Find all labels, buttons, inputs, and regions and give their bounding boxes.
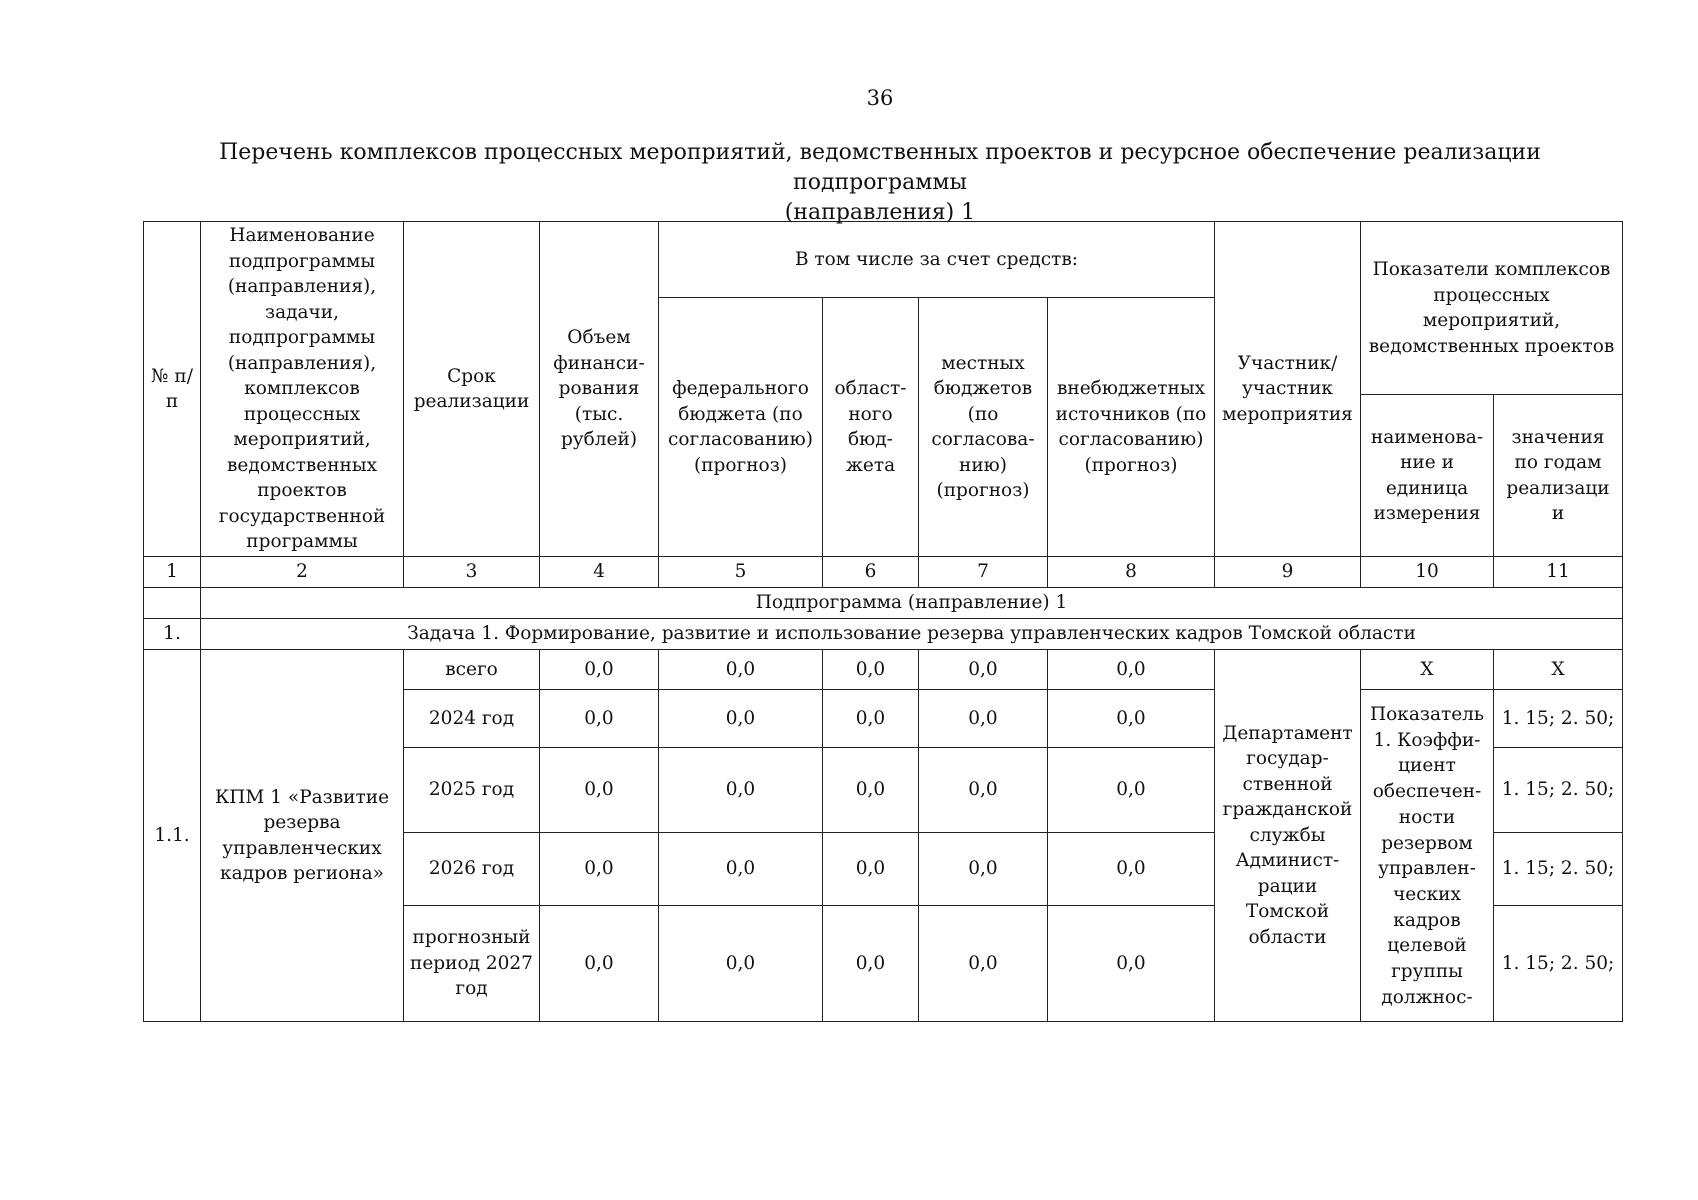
subprogram-row: Подпрограмма (направление) 1 bbox=[201, 588, 1623, 619]
values-x-cell: X bbox=[1494, 650, 1623, 690]
column-number: 9 bbox=[1215, 557, 1361, 588]
column-number: 4 bbox=[540, 557, 659, 588]
federal-cell: 0,0 bbox=[659, 650, 823, 690]
column-number: 1 bbox=[144, 557, 201, 588]
column-number: 6 bbox=[823, 557, 919, 588]
federal-cell: 0,0 bbox=[659, 906, 823, 1022]
indicator-values-2027: 1. 15; 2. 50; bbox=[1494, 906, 1623, 1022]
header-federal: федерального бюджета (по согласованию) (прогноз) bbox=[659, 298, 823, 557]
column-number: 8 bbox=[1048, 557, 1215, 588]
subprogram-num-cell bbox=[144, 588, 201, 619]
header-indicator-name: наименова-ние и единица измерения bbox=[1361, 395, 1494, 557]
indicator-values-2024: 1. 15; 2. 50; bbox=[1494, 690, 1623, 748]
local-cell: 0,0 bbox=[919, 748, 1048, 833]
indicator-x-cell: X bbox=[1361, 650, 1494, 690]
header-local: местных бюджетов (по согласова-нию) (прогноз) bbox=[919, 298, 1048, 557]
page-number: 36 bbox=[866, 86, 894, 110]
header-regional: област-ного бюд-жета bbox=[823, 298, 919, 557]
regional-cell: 0,0 bbox=[823, 690, 919, 748]
header-indicators: Показатели комплексов процессных мероприятий, ведомственных проектов bbox=[1361, 222, 1623, 395]
indicator-values-2025: 1. 15; 2. 50; bbox=[1494, 748, 1623, 833]
term-2024: 2024 год bbox=[404, 690, 540, 748]
header-name: Наименование подпрограммы (направления), задачи, подпрограммы (направления), комплексов процессных мероприятий, ведомственных проектов государственной программы bbox=[201, 222, 404, 557]
header-extrabudget: внебюджетных источников (по согласованию) (прогноз) bbox=[1048, 298, 1215, 557]
column-number: 7 bbox=[919, 557, 1048, 588]
extrabudget-cell: 0,0 bbox=[1048, 833, 1215, 906]
indicator-name-cell: Показатель 1. Коэффи-циент обеспечен-ности резервом управлен-ческих кадров целевой группы должнос- bbox=[1361, 690, 1494, 1022]
header-including: В том числе за счет средств: bbox=[659, 222, 1215, 298]
column-number: 5 bbox=[659, 557, 823, 588]
column-number: 2 bbox=[201, 557, 404, 588]
header-term: Срок реализации bbox=[404, 222, 540, 557]
task-num: 1. bbox=[144, 619, 201, 650]
term-2026: 2026 год bbox=[404, 833, 540, 906]
extrabudget-cell: 0,0 bbox=[1048, 748, 1215, 833]
header-num: № п/п bbox=[144, 222, 201, 557]
local-cell: 0,0 bbox=[919, 690, 1048, 748]
resource-table bbox=[143, 221, 1623, 1022]
regional-cell: 0,0 bbox=[823, 650, 919, 690]
federal-cell: 0,0 bbox=[659, 833, 823, 906]
title-line-1: Перечень комплексов процессных мероприятий, ведомственных проектов и ресурсное обеспечение реализации подпрограммы bbox=[219, 140, 1541, 195]
header-volume: Объем финанси-рования (тыс. рублей) bbox=[540, 222, 659, 557]
term-forecast-2027: прогнозный период 2027 год bbox=[404, 906, 540, 1022]
document-title bbox=[140, 138, 1620, 228]
column-number: 3 bbox=[404, 557, 540, 588]
regional-cell: 0,0 bbox=[823, 833, 919, 906]
local-cell: 0,0 bbox=[919, 906, 1048, 1022]
volume-cell: 0,0 bbox=[540, 650, 659, 690]
header-indicator-values: значения по годам реализаци и bbox=[1494, 395, 1623, 557]
extrabudget-cell: 0,0 bbox=[1048, 906, 1215, 1022]
indicator-values-2026: 1. 15; 2. 50; bbox=[1494, 833, 1623, 906]
header-participant: Участник/ участник мероприятия bbox=[1215, 222, 1361, 557]
activity-num: 1.1. bbox=[144, 650, 201, 1022]
volume-cell: 0,0 bbox=[540, 690, 659, 748]
activity-name: КПМ 1 «Развитие резерва управленческих кадров региона» bbox=[201, 650, 404, 1022]
federal-cell: 0,0 bbox=[659, 690, 823, 748]
volume-cell: 0,0 bbox=[540, 906, 659, 1022]
local-cell: 0,0 bbox=[919, 833, 1048, 906]
regional-cell: 0,0 bbox=[823, 906, 919, 1022]
volume-cell: 0,0 bbox=[540, 833, 659, 906]
federal-cell: 0,0 bbox=[659, 748, 823, 833]
column-number: 11 bbox=[1494, 557, 1623, 588]
extrabudget-cell: 0,0 bbox=[1048, 650, 1215, 690]
term-total: всего bbox=[404, 650, 540, 690]
local-cell: 0,0 bbox=[919, 650, 1048, 690]
title-line-2: (направления) 1 bbox=[784, 200, 976, 225]
column-number: 10 bbox=[1361, 557, 1494, 588]
term-2025: 2025 год bbox=[404, 748, 540, 833]
participant-cell: Департамент государ-ственной гражданской службы Админист-рации Томской области bbox=[1215, 650, 1361, 1022]
volume-cell: 0,0 bbox=[540, 748, 659, 833]
regional-cell: 0,0 bbox=[823, 748, 919, 833]
task-row: Задача 1. Формирование, развитие и использование резерва управленческих кадров Томской области bbox=[201, 619, 1623, 650]
extrabudget-cell: 0,0 bbox=[1048, 690, 1215, 748]
